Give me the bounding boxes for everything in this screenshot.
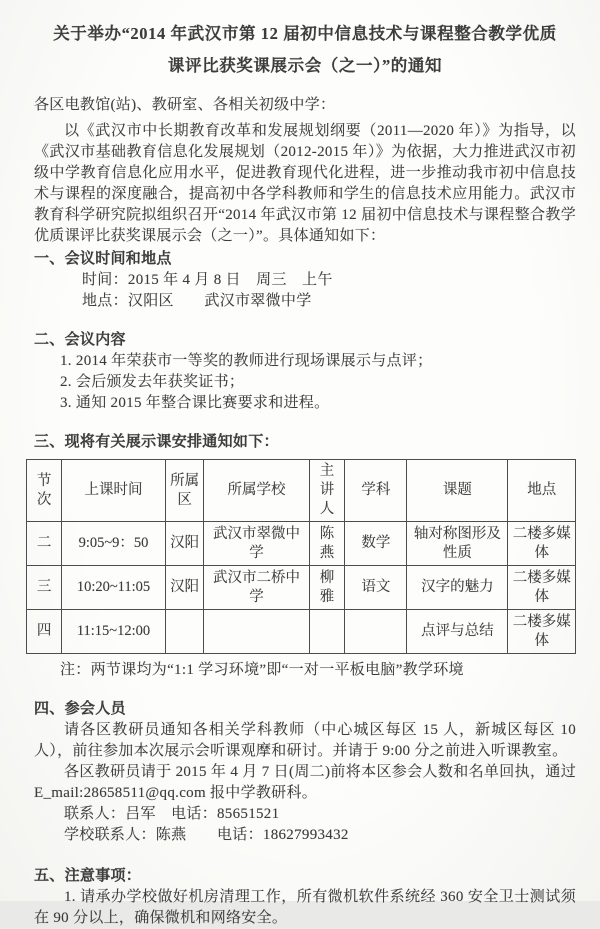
cell-speaker: 陈燕 [309, 522, 345, 566]
cell-speaker [309, 610, 345, 654]
cell-topic: 轴对称图形及性质 [407, 522, 508, 566]
attendees-paragraph: 请各区教研员通知各相关学科教师（中心城区每区 15 人，新城区每区 10 人），前往参加本次展示会听课观摩和研讨。并请于 9:00 分之前进入听课教室。 [34, 722, 576, 759]
section-3-heading: 三、现将有关展示课安排通知如下： [34, 434, 279, 450]
column-header-school: 所属学校 [204, 460, 309, 522]
cell-session: 四 [27, 610, 62, 654]
agenda-item-1: 1. 2014 年荣获市一等奖的教师进行现场课展示与点评； [60, 353, 433, 369]
reply-paragraph: 各区教研员请于 2015 年 4 月 7 日(周二)前将本区参会人数和名单回执，通过 E_mail:28658511@qq.com 报中学教研科。 [34, 764, 576, 801]
cell-school [204, 610, 309, 654]
school-contact-line: 学校联系人：陈燕 电话：18627993432 [64, 827, 349, 843]
intro-paragraph: 以《武汉市中长期教育改革和发展规划纲要（2011—2020 年）》为指导，以《武汉市基础教育信息化发展规划（2012-2015 年）》为依据，大力推进武汉市初级中学教育信息化应用水平，促进教育现代化进程，进一步推动我市初中信息技术与课程的深度融合，提高初中各学科教师和学生的信息技术应用能力。武汉市教育科学研究院拟组织召开“2014 年武汉市第 12 届初中信息技术与课程整合教学优质课评比获奖课展示会（之一）”。具体通知如下： [34, 123, 576, 244]
section-1-heading: 一、会议时间和地点 [34, 251, 172, 267]
schedule-table [26, 459, 576, 654]
schedule-row-3 [27, 610, 576, 654]
cell-subject: 数学 [345, 522, 407, 566]
cell-location: 二楼多媒体 [508, 522, 576, 566]
cell-session: 二 [27, 522, 62, 566]
title-line-2: 课评比获奖课展示会（之一）”的通知 [167, 56, 443, 75]
column-header-subject: 学科 [345, 460, 407, 522]
cell-class-time: 10:20~11:05 [62, 566, 166, 610]
column-header-class-time: 上课时间 [62, 460, 166, 522]
agenda-item-2: 2. 会后颁发去年获奖证书； [60, 374, 245, 390]
cell-location: 二楼多媒体 [508, 566, 576, 610]
contact-line: 联系人：吕军 电话：85651521 [64, 806, 280, 822]
salutation: 各区电教馆(站)、教研室、各相关初级中学： [34, 97, 336, 113]
agenda-item-3: 3. 通知 2015 年整合课比赛要求和进程。 [60, 395, 330, 411]
notice-item-1: 1. 请承办学校做好机房清理工作，所有微机软件系统经 360 安全卫士测试须在 90 分以上，确保微机和网络安全。 [34, 889, 576, 926]
meeting-place-line: 地点：汉阳区 武汉市翠微中学 [82, 293, 312, 309]
section-4-heading: 四、参会人员 [34, 701, 126, 717]
cell-school: 武汉市二桥中学 [204, 566, 309, 610]
cell-topic: 汉字的魅力 [407, 566, 508, 610]
cell-district: 汉阳 [165, 522, 203, 566]
column-header-district: 所属区 [165, 460, 203, 522]
table-header-row [27, 460, 576, 522]
cell-class-time: 11:15~12:00 [62, 610, 166, 654]
cell-location: 二楼多媒体 [508, 610, 576, 654]
column-header-location: 地点 [508, 460, 576, 522]
meeting-time-line: 时间：2015 年 4 月 8 日 周三 上午 [82, 272, 333, 288]
cell-subject [345, 610, 407, 654]
table-note: 注：两节课均为“1:1 学习环境”即“一对一平板电脑”教学环境 [60, 662, 464, 678]
cell-topic: 点评与总结 [407, 610, 508, 654]
cell-subject: 语文 [345, 566, 407, 610]
section-2-heading: 二、会议内容 [34, 332, 126, 348]
section-5-heading: 五、注意事项： [34, 868, 142, 884]
cell-district: 汉阳 [165, 566, 203, 610]
cell-class-time: 9:05~9：50 [62, 522, 166, 566]
cell-speaker: 柳雅 [309, 566, 345, 610]
column-header-topic: 课题 [407, 460, 508, 522]
doc-title [34, 18, 576, 82]
cell-school: 武汉市翠微中学 [204, 522, 309, 566]
title-line-1: 关于举办“2014 年武汉市第 12 届初中信息技术与课程整合教学优质 [53, 24, 557, 43]
cell-district [165, 610, 203, 654]
column-header-speaker: 主讲人 [309, 460, 345, 522]
schedule-row-2 [27, 566, 576, 610]
schedule-row-1 [27, 522, 576, 566]
cell-session: 三 [27, 566, 62, 610]
column-header-session: 节次 [27, 460, 62, 522]
